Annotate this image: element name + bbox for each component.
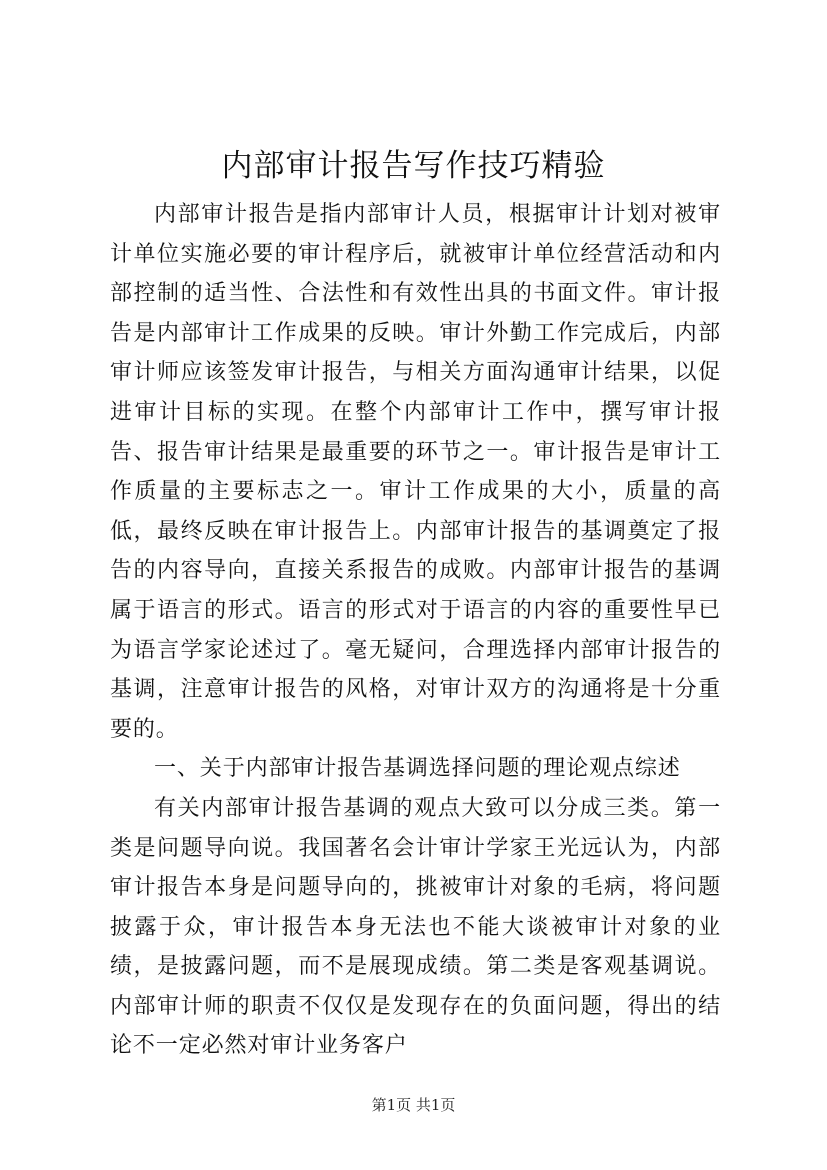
section-paragraph: 有关内部审计报告基调的观点大致可以分成三类。第一类是问题导向说。我国著名会计审计学家王光远认为，内部审计报告本身是问题导向的，挑被审计对象的毛病，将问题披露于众，审计报告本身无法也不能大谈被审计对象的业绩，是披露问题，而不是展现成绩。第二类是客观基调说。内部审计师的职责不仅仅是发现存在的负面问题，得出的结论不一定必然对审计业务客户 — [110, 795, 721, 1059]
section-heading: 一、关于内部审计报告基调选择问题的理论观点综述 — [154, 756, 681, 782]
intro-paragraph: 内部审计报告是指内部审计人员，根据审计计划对被审计单位实施必要的审计程序后，就被审计单位经营活动和内部控制的适当性、合法性和有效性出具的书面文件。审计报告是内部审计工作成果的反映。审计外勤工作完成后，内部审计师应该签发审计报告，与相关方面沟通审计结果，以促进审计目标的实现。在整个内部审计工作中，撰写审计报告、报告审计结果是最重要的环节之一。审计报告是审计工作质量的主要标志之一。审计工作成果的大小，质量的高低，最终反映在审计报告上。内部审计报告的基调奠定了报告的内容导向，直接关系报告的成败。内部审计报告的基调属于语言的形式。语言的形式对于语言的内容的重要性早已为语言学家论述过了。毫无疑问，合理选择内部审计报告的基调，注意审计报告的风格，对审计双方的沟通将是十分重要的。 — [110, 202, 721, 742]
document-body — [110, 195, 721, 1066]
page-footer: 第1页 共1页 — [371, 1096, 456, 1114]
document-title: 内部审计报告写作技巧精验 — [221, 148, 606, 184]
